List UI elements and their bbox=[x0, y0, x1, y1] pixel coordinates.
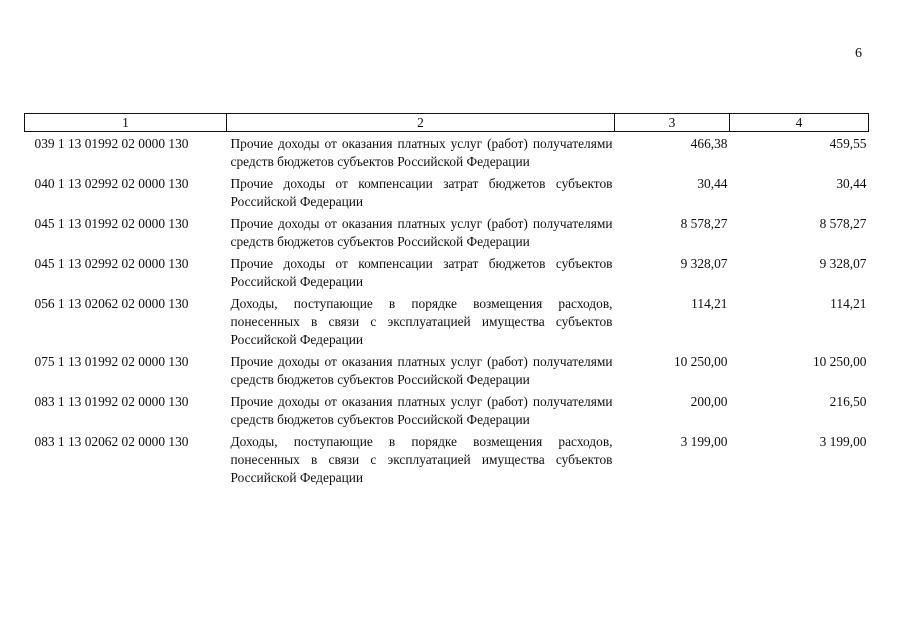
row-col4-value: 30,44 bbox=[836, 176, 867, 191]
row-col3-value: 200,00 bbox=[690, 394, 728, 409]
row-col3-value: 466,38 bbox=[690, 136, 728, 151]
row-col4-value: 10 250,00 bbox=[812, 354, 867, 369]
table-row bbox=[25, 132, 869, 173]
row-col3-value: 114,21 bbox=[691, 296, 728, 311]
row-col4-value: 3 199,00 bbox=[819, 434, 867, 449]
table-body bbox=[25, 132, 869, 489]
row-code: 083 1 13 01992 02 0000 130 bbox=[34, 394, 189, 409]
row-description: Прочие доходы от компенсации затрат бюджетов субъектов Российской Федерации bbox=[230, 256, 613, 289]
row-description: Прочие доходы от компенсации затрат бюджетов субъектов Российской Федерации bbox=[230, 176, 613, 209]
header-col-3: 3 bbox=[615, 114, 730, 132]
row-col4-value: 8 578,27 bbox=[819, 216, 867, 231]
row-col4-value: 9 328,07 bbox=[819, 256, 867, 271]
row-code: 045 1 13 01992 02 0000 130 bbox=[34, 216, 189, 231]
row-col4-value: 216,50 bbox=[829, 394, 867, 409]
row-col3-value: 10 250,00 bbox=[673, 354, 728, 369]
row-code: 075 1 13 01992 02 0000 130 bbox=[34, 354, 189, 369]
revenue-table bbox=[24, 113, 869, 488]
row-code: 040 1 13 02992 02 0000 130 bbox=[34, 176, 189, 191]
header-col-4: 4 bbox=[730, 114, 869, 132]
page-number: 6 bbox=[855, 46, 862, 61]
row-code: 056 1 13 02062 02 0000 130 bbox=[34, 296, 189, 311]
header-col-1: 1 bbox=[25, 114, 227, 132]
row-description: Прочие доходы от оказания платных услуг (работ) получателями средств бюджетов субъектов Российской Федерации bbox=[230, 394, 613, 427]
row-col3-value: 3 199,00 bbox=[680, 434, 728, 449]
table-header bbox=[25, 114, 869, 132]
table-row bbox=[25, 390, 869, 430]
row-description: Доходы, поступающие в порядке возмещения расходов, понесенных в связи с эксплуатацией имущества субъектов Российской Федерации bbox=[230, 434, 613, 485]
table-row bbox=[25, 172, 869, 212]
row-col3-value: 9 328,07 bbox=[680, 256, 728, 271]
row-col3-value: 30,44 bbox=[697, 176, 728, 191]
table-row bbox=[25, 430, 869, 488]
row-description: Прочие доходы от оказания платных услуг (работ) получателями средств бюджетов субъектов Российской Федерации bbox=[230, 216, 613, 249]
row-col4-value: 459,55 bbox=[829, 136, 867, 151]
table-row bbox=[25, 252, 869, 292]
row-code: 083 1 13 02062 02 0000 130 bbox=[34, 434, 189, 449]
row-description: Прочие доходы от оказания платных услуг (работ) получателями средств бюджетов субъектов Российской Федерации bbox=[230, 136, 613, 169]
table-row bbox=[25, 212, 869, 252]
header-col-2: 2 bbox=[227, 114, 615, 132]
table-row bbox=[25, 292, 869, 350]
row-description: Прочие доходы от оказания платных услуг (работ) получателями средств бюджетов субъектов Российской Федерации bbox=[230, 354, 613, 387]
row-code: 045 1 13 02992 02 0000 130 bbox=[34, 256, 189, 271]
row-description: Доходы, поступающие в порядке возмещения расходов, понесенных в связи с эксплуатацией имущества субъектов Российской Федерации bbox=[230, 296, 613, 347]
row-col4-value: 114,21 bbox=[830, 296, 867, 311]
row-col3-value: 8 578,27 bbox=[680, 216, 728, 231]
table-row bbox=[25, 350, 869, 390]
row-code: 039 1 13 01992 02 0000 130 bbox=[34, 136, 189, 151]
